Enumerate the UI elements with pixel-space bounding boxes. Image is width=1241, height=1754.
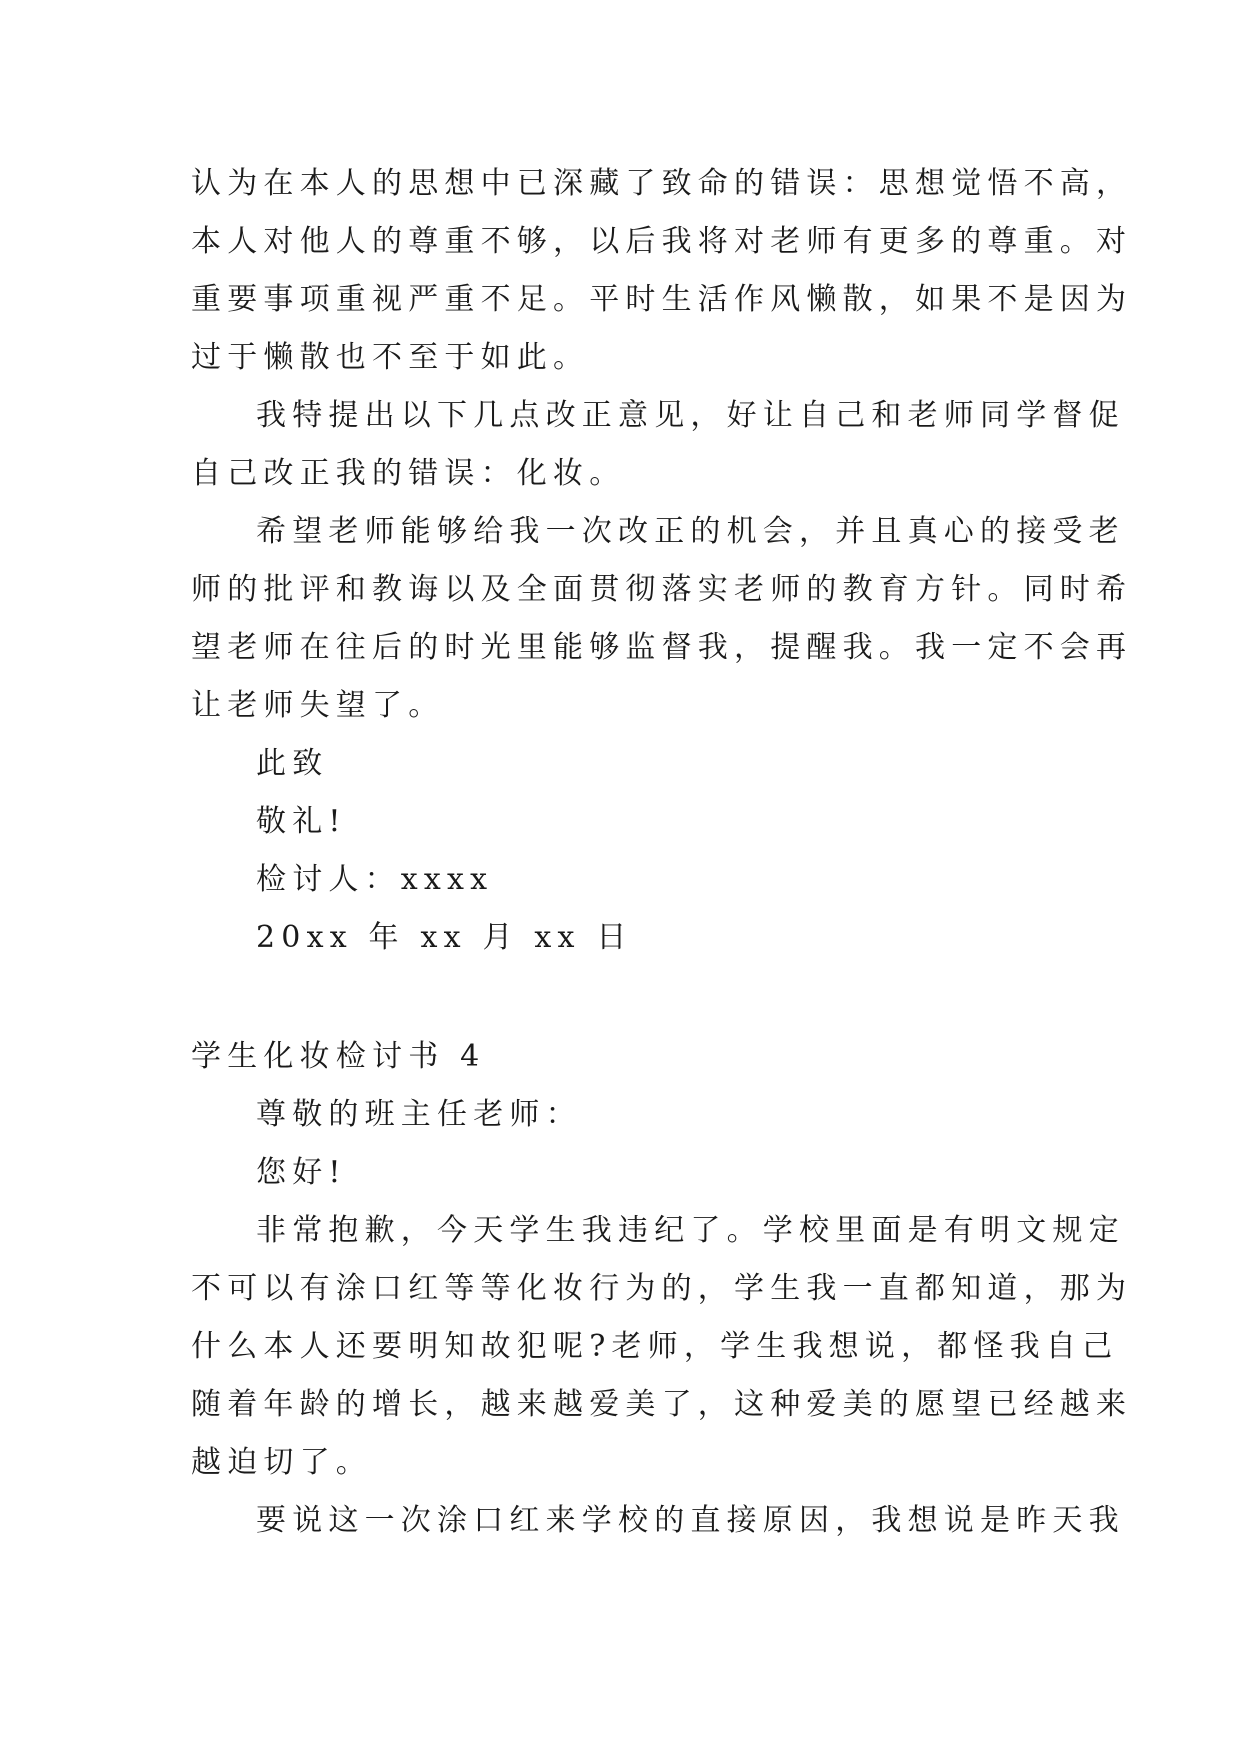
paragraph-line: 自己改正我的错误：化妆。 [191,456,626,491]
paragraph-line: 我特提出以下几点改正意见，好让自己和老师同学督促 [256,398,1125,433]
paragraph-line: 希望老师能够给我一次改正的机会，并且真心的接受老 [256,514,1125,549]
paragraph-line: 不可以有涂口红等等化妆行为的，学生我一直都知道，那为 [191,1271,1133,1306]
paragraph-line: 本人对他人的尊重不够，以后我将对老师有更多的尊重。对 [191,224,1133,259]
paragraph-line: 过于懒散也不至于如此。 [191,340,590,375]
paragraph-line: 重要事项重视严重不足。平时生活作风懒散，如果不是因为 [191,282,1133,317]
paragraph-line: 什么本人还要明知故犯呢?老师，学生我想说，都怪我自己 [191,1329,1119,1364]
paragraph-line: 非常抱歉，今天学生我违纪了。学校里面是有明文规定 [256,1213,1125,1248]
closing-line: 此致 [256,746,329,781]
paragraph-line: 让老师失望了。 [191,688,445,723]
paragraph-line: 师的批评和教诲以及全面贯彻落实老师的教育方针。同时希 [191,572,1133,607]
paragraph-line: 认为在本人的思想中已深藏了致命的错误：思想觉悟不高， [191,166,1133,201]
paragraph-line: 随着年龄的增长，越来越爱美了，这种爱美的愿望已经越来 [191,1387,1133,1422]
signature-line: 检讨人：xxxx [256,862,494,897]
salutation-line: 敬礼! [256,804,347,839]
paragraph-line: 要说这一次涂口红来学校的直接原因，我想说是昨天我 [256,1503,1125,1538]
section-title: 学生化妆检讨书 4 [191,1039,486,1074]
date-line: 20xx 年 xx 月 xx 日 [256,920,633,955]
paragraph-line: 越迫切了。 [191,1445,372,1480]
paragraph-line: 望老师在往后的时光里能够监督我，提醒我。我一定不会再 [191,630,1133,665]
greeting-line: 尊敬的班主任老师： [256,1097,582,1132]
greeting-line: 您好! [256,1155,347,1190]
